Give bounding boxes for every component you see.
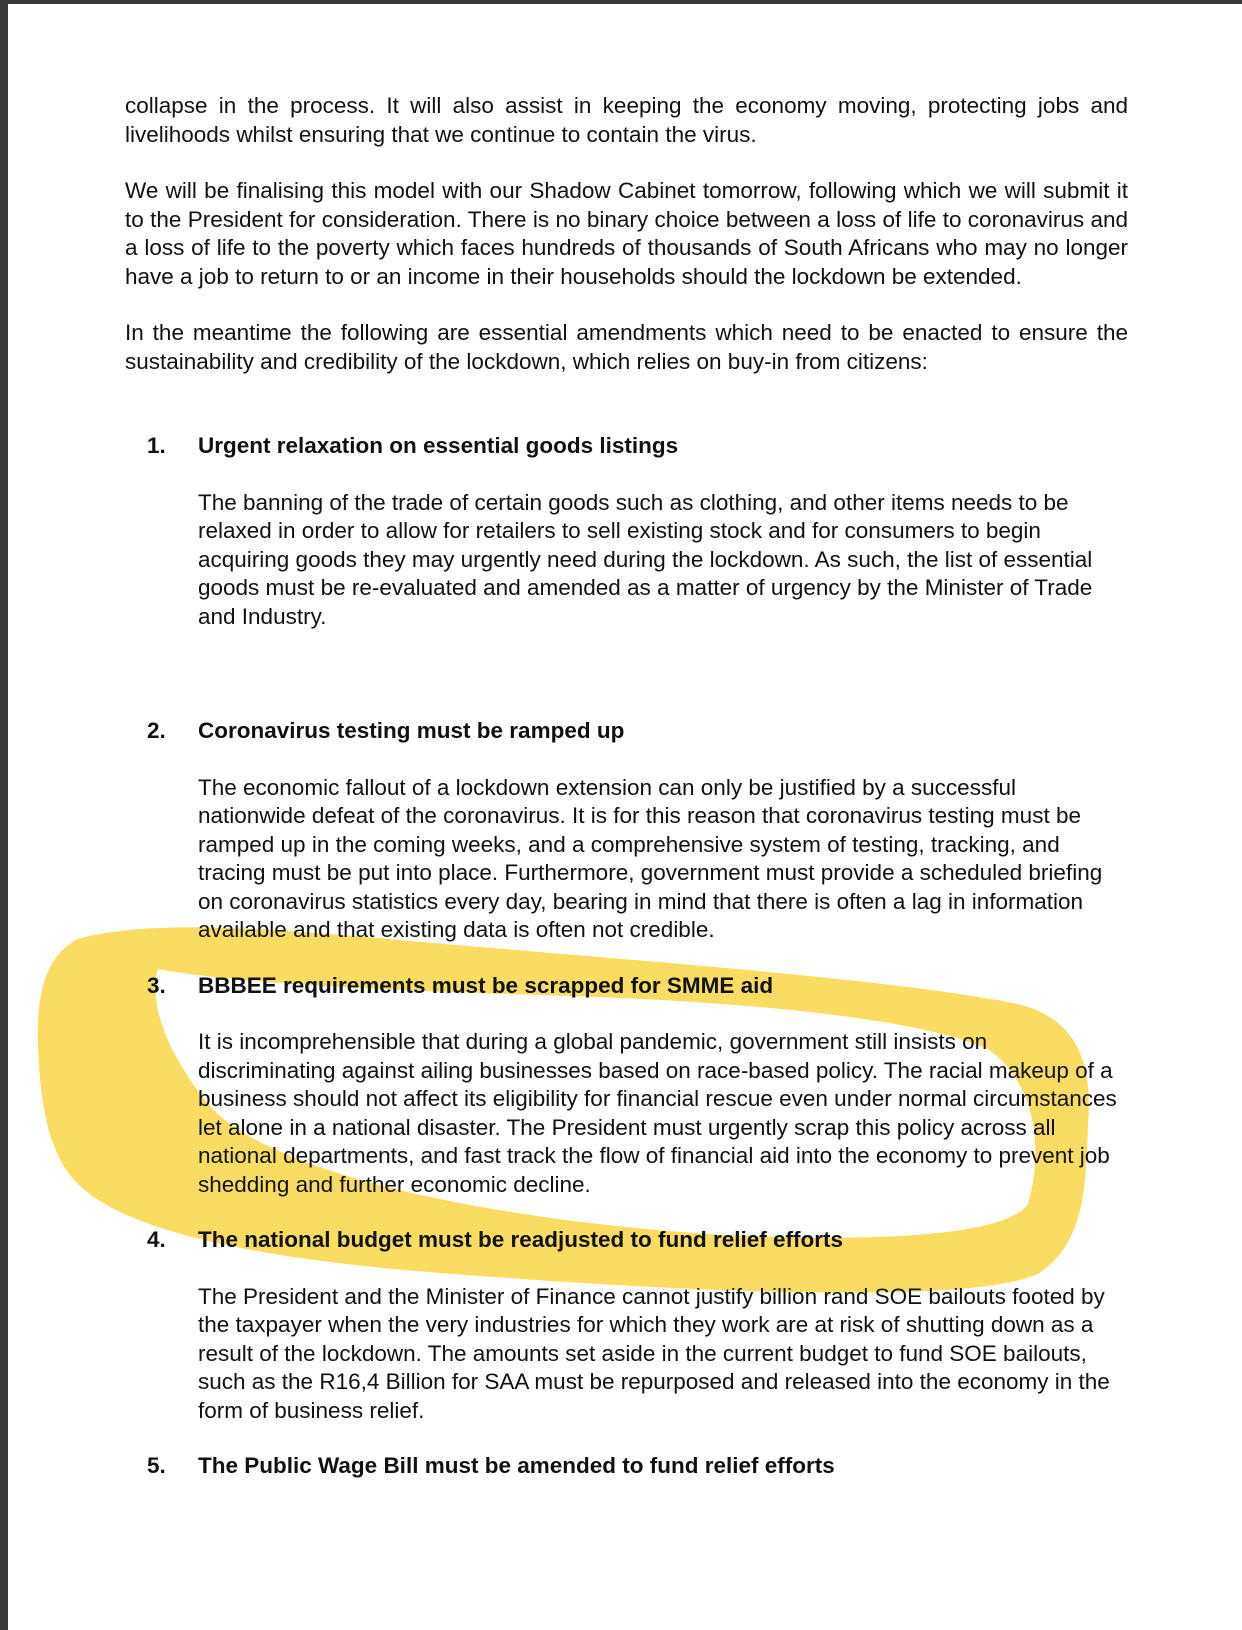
list-heading: Coronavirus testing must be ramped up (198, 718, 625, 743)
list-body: It is incomprehensible that during a global pandemic, government still insists on discriminating against ailing businesses based on race-based policy. The racial makeup of a business should not affect its eligibility for financial rescue even under normal circumstances let alone in a national disaster. The President must urgently scrap this policy across all national departments, and fast track the flow of financial aid into the economy to prevent job shedding and further economic decline. (198, 1029, 1117, 1197)
list-body: The President and the Minister of Finance cannot justify billion rand SOE bailouts footed by the taxpayer when the very industries for which they work are at risk of shutting down as a result of the lockdown. The amounts set aside in the current budget to fund SOE bailouts, such as the R16,4 Billion for SAA must be repurposed and released into the economy in the form of business relief. (198, 1283, 1110, 1423)
document-page (8, 4, 1242, 1630)
list-item-4 (125, 1226, 1128, 1425)
list-body: The banning of the trade of certain goods such as clothing, and other items needs to be relaxed in order to allow for retailers to sell existing stock and for consumers to begin acquiring goods they may urgently need during the lockdown. As such, the list of essential goods must be re-evaluated and amended as a matter of urgency by the Minister of Trade and Industry. (198, 489, 1093, 629)
list-number: 2. (147, 718, 166, 743)
list-heading: The national budget must be readjusted to fund relief efforts (198, 1227, 844, 1252)
document-body (125, 92, 1128, 1481)
list-heading: The Public Wage Bill must be amended to fund relief efforts (198, 1453, 835, 1478)
list-item-1 (125, 432, 1128, 631)
list-heading: Urgent relaxation on essential goods listings (198, 433, 679, 458)
paragraph-intro-3: In the meantime the following are essential amendments which need to be enacted to ensure the sustainability and credibility of the lockdown, which relies on buy-in from citizens: (125, 320, 1128, 374)
list-number: 4. (147, 1227, 166, 1252)
list-item-3 (125, 972, 1128, 1200)
list-heading: BBBEE requirements must be scrapped for SMME aid (198, 972, 774, 998)
list-item-2 (125, 717, 1128, 945)
list-number: 1. (147, 433, 166, 458)
paragraph-intro-1: collapse in the process. It will also assist in keeping the economy moving, protecting jobs and livelihoods whilst ensuring that we continue to contain the virus. (125, 93, 1128, 147)
list-number: 5. (147, 1453, 166, 1478)
list-item-5 (125, 1452, 1128, 1481)
paragraph-intro-2: We will be finalising this model with our Shadow Cabinet tomorrow, following which we will submit it to the President for consideration. There is no binary choice between a loss of life to coronavirus and a loss of life to the poverty which faces hundreds of thousands of South Africans who may no longer have a job to return to or an income in their households should the lockdown be extended. (125, 178, 1128, 289)
list-body: The economic fallout of a lockdown extension can only be justified by a successful nationwide defeat of the coronavirus. It is for this reason that coronavirus testing must be ramped up in the coming weeks, and a comprehensive system of testing, tracking, and tracing must be put into place. Furthermore, government must provide a scheduled briefing on coronavirus statistics every day, bearing in mind that there is often a lag in information available and that existing data is often not credible. (198, 774, 1103, 942)
list-number: 3. (147, 972, 166, 998)
